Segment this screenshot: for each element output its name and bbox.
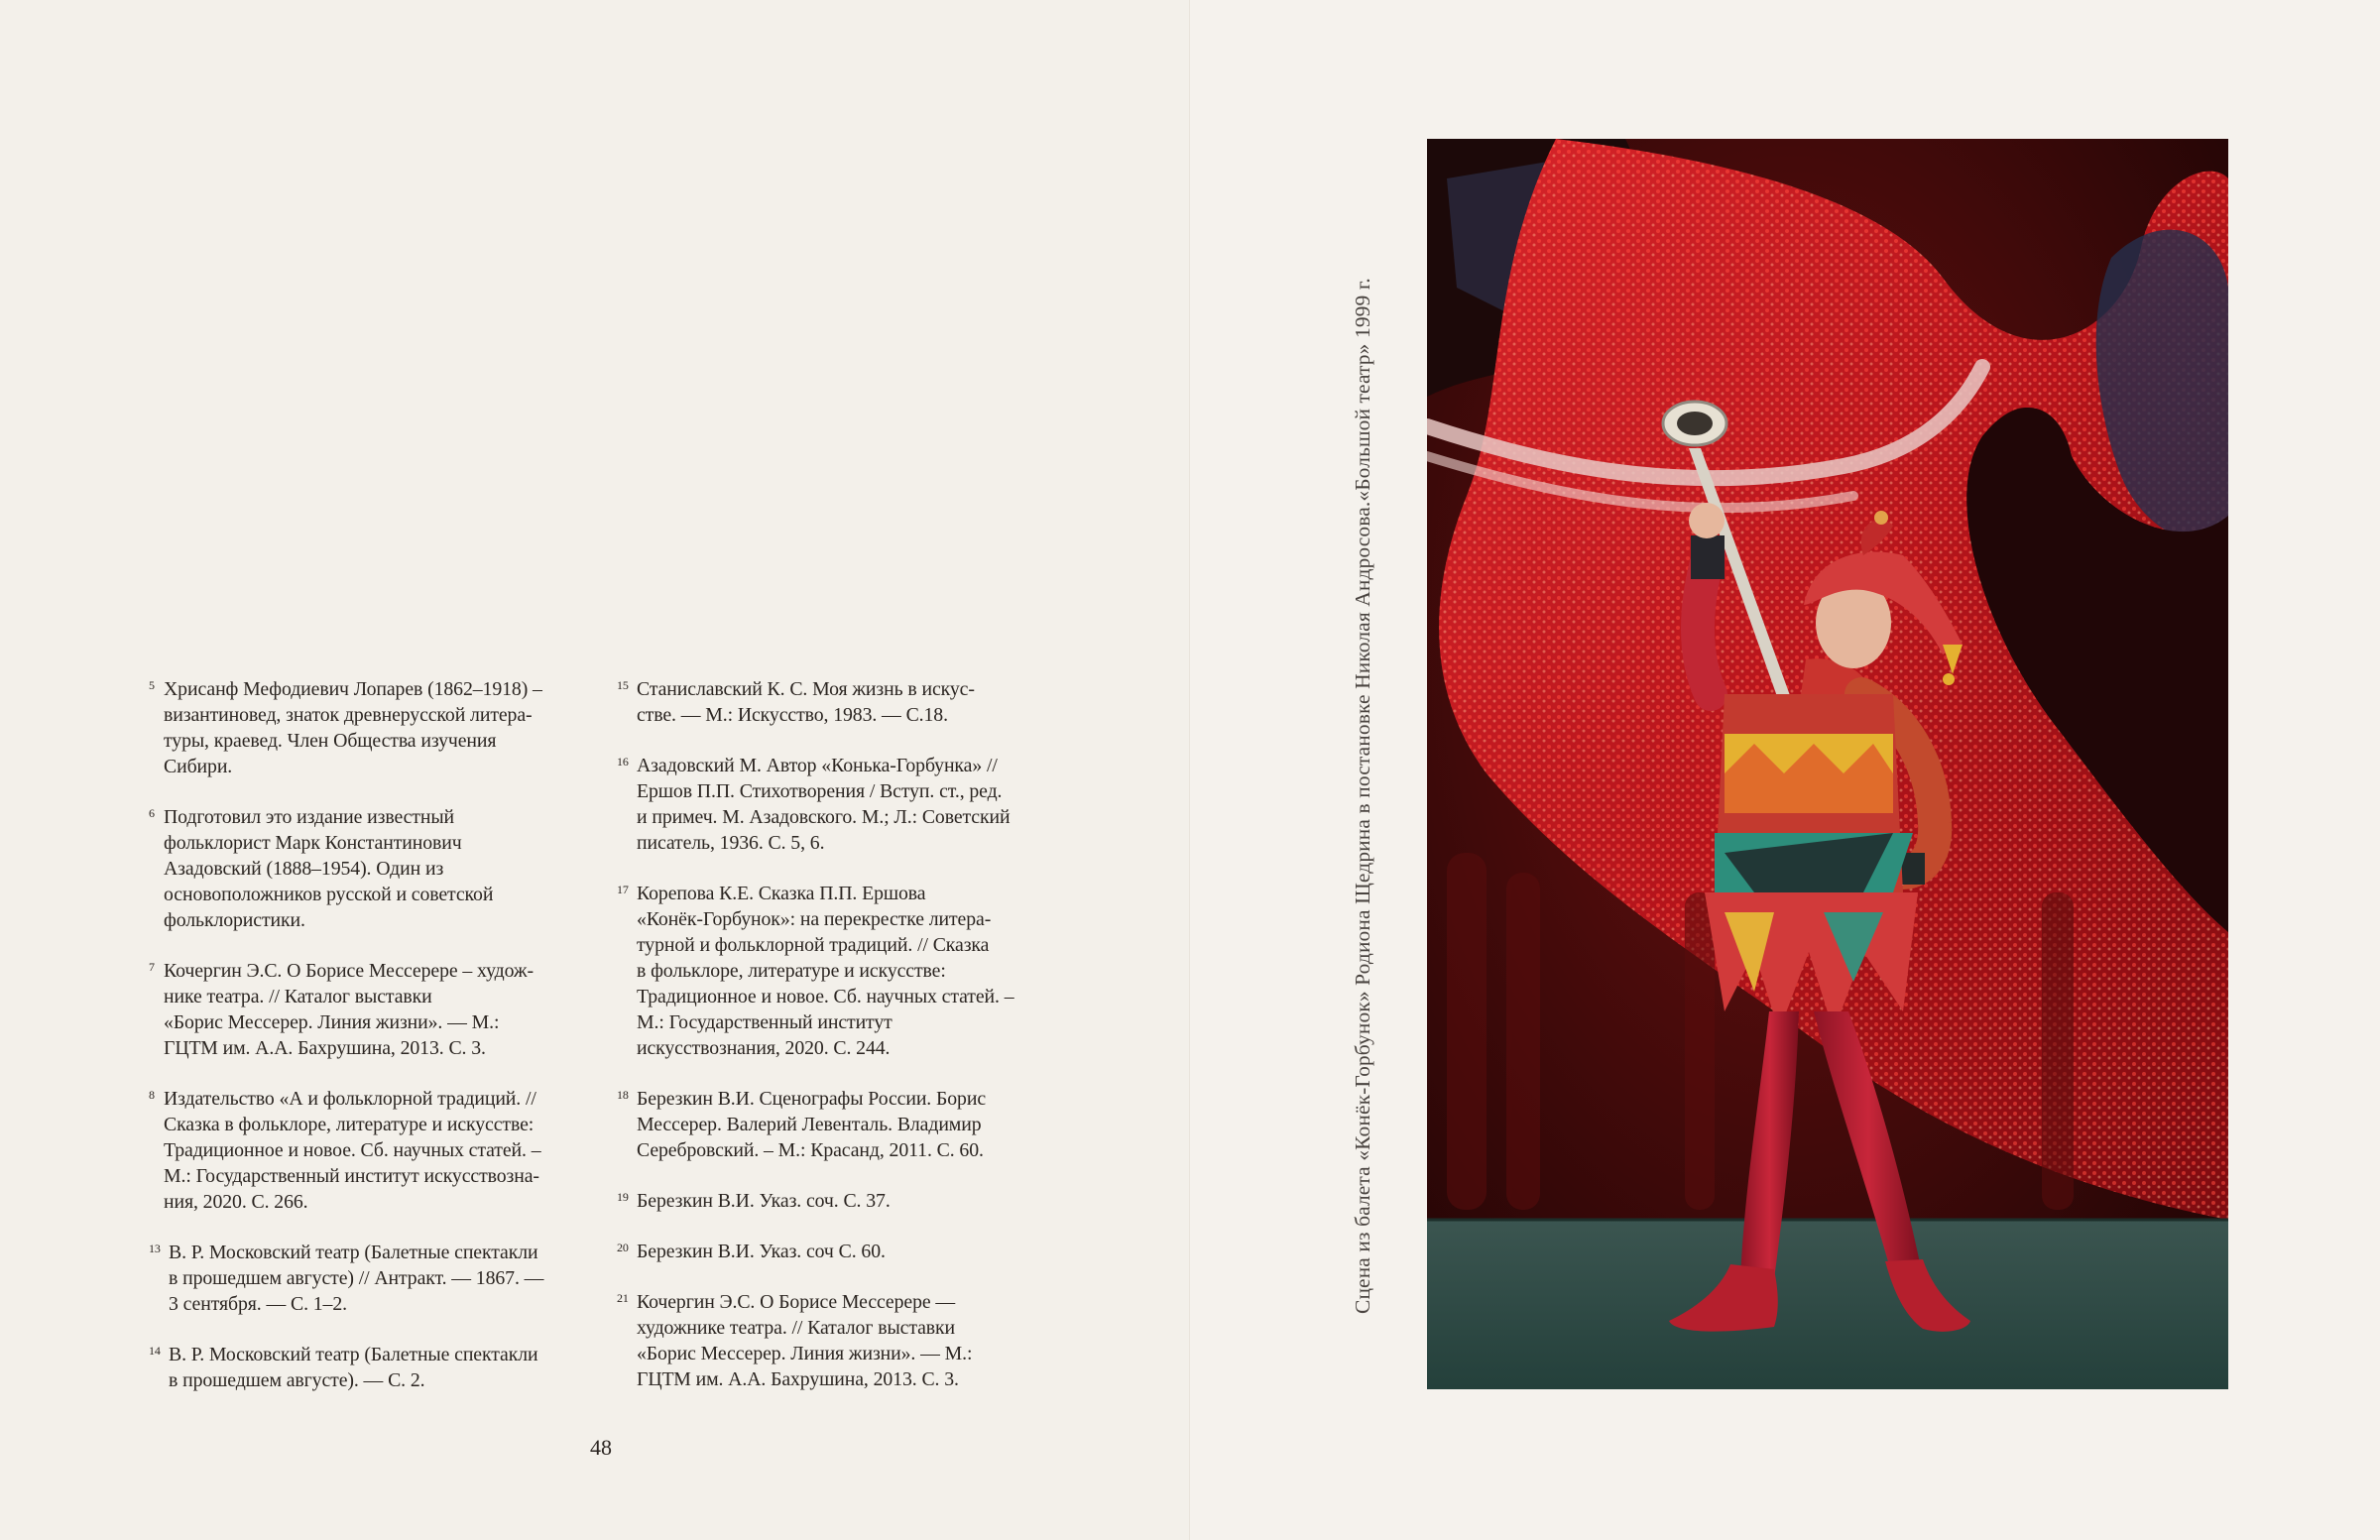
footnote-text: Станиславский К. С. Моя жизнь в искус- стве. — М.: Искусство, 1983. — С.18. (637, 678, 975, 726)
footnote-text: Кочергин Э.С. О Борисе Мессерере – худож- нике театра. // Каталог выставки «Борис Мессерер. Линия жизни». — М.: ГЦТМ им. А.А. Бахрушина, 2013. С. 3. (164, 960, 534, 1059)
footnote-number: 21 (617, 1291, 629, 1305)
footnote-text: В. Р. Московский театр (Балетные спектакли в прошедшем августе). — С. 2. (169, 1344, 538, 1391)
footnote-text: Березкин В.И. Сценографы России. Борис Мессерер. Валерий Левенталь. Владимир Серебровский. – М.: Красанд, 2011. С. 60. (637, 1088, 987, 1161)
left-page (0, 0, 1189, 1540)
footnote (617, 1086, 1063, 1163)
footnote (149, 804, 600, 933)
footnote-number: 19 (617, 1190, 629, 1204)
footnote-number: 13 (149, 1242, 161, 1255)
footnote-text: Кочергин Э.С. О Борисе Мессерере — художнике театра. // Каталог выставки «Борис Мессерер. Линия жизни». — М.: ГЦТМ им. А.А. Бахрушина, 2013. С. 3. (637, 1291, 973, 1390)
footnote (149, 676, 600, 779)
footnote (617, 676, 1063, 728)
footnote-number: 6 (149, 806, 155, 820)
footnote-text: Корепова К.Е. Сказка П.П. Ершова «Конёк-Горбунок»: на перекрестке литера- турной и фольклорной традиций. // Сказка в фольклоре, литературе и искусстве: Традиционное и новое. Сб. научных статей. – М.: Государственный институт искусствознания, 2020. С. 244. (637, 883, 1014, 1059)
footnote-number: 5 (149, 678, 155, 692)
footnote (617, 753, 1063, 856)
footnote-text: Азадовский М. Автор «Конька-Горбунка» // Ершов П.П. Стихотворения / Вступ. ст., ред. и примеч. М. Азадовского. М.; Л.: Советский писатель, 1936. С. 5, 6. (637, 755, 1011, 854)
footnote-text: Хрисанф Мефодиевич Лопарев (1862–1918) – византиновед, знаток древнерусской литера- туры, краевед. Член Общества изучения Сибири. (164, 678, 542, 777)
footnote (149, 1086, 600, 1215)
footnote (617, 1239, 1063, 1264)
ballet-photo (1427, 139, 2228, 1389)
footnote (149, 1342, 600, 1393)
footnote-text: Издательство «А и фольклорной традиций. // Сказка в фольклоре, литературе и искусстве: Традиционное и новое. Сб. научных статей. – М.: Государственный институт искусствозна- ния, 2020. С. 266. (164, 1088, 541, 1213)
footnote (149, 958, 600, 1061)
footnote-number: 7 (149, 960, 155, 974)
footnote-number: 16 (617, 755, 629, 769)
ballet-photo-illustration (1427, 139, 2228, 1389)
footnote-number: 18 (617, 1088, 629, 1102)
footnote-number: 14 (149, 1344, 161, 1358)
photo-caption: Сцена из балета «Конёк-Горбунок» Родиона Щедрина в постановке Николая Андросова.«Большой театр» 1999 г. (1351, 278, 1374, 1314)
footnotes-column-right (617, 676, 1063, 1417)
footnote-text: В. Р. Московский театр (Балетные спектакли в прошедшем августе) // Антракт. — 1867. — 3 сентября. — С. 1–2. (169, 1242, 544, 1315)
footnote-number: 8 (149, 1088, 155, 1102)
footnote-text: Подготовил это издание известный фольклорист Марк Константинович Азадовский (1888–1954). Один из основоположников русской и советской фольклористики. (164, 806, 494, 931)
footnote (149, 1240, 600, 1317)
footnote (617, 881, 1063, 1061)
footnote-text: Березкин В.И. Указ. соч С. 60. (637, 1241, 886, 1262)
footnote (617, 1289, 1063, 1392)
footnotes-column-left (149, 676, 600, 1418)
footnote-number: 15 (617, 678, 629, 692)
footnote-number: 20 (617, 1241, 629, 1254)
page-number: 48 (590, 1435, 612, 1460)
footnote (617, 1188, 1063, 1214)
footnote-number: 17 (617, 883, 629, 896)
footnote-text: Березкин В.И. Указ. соч. С. 37. (637, 1190, 891, 1212)
